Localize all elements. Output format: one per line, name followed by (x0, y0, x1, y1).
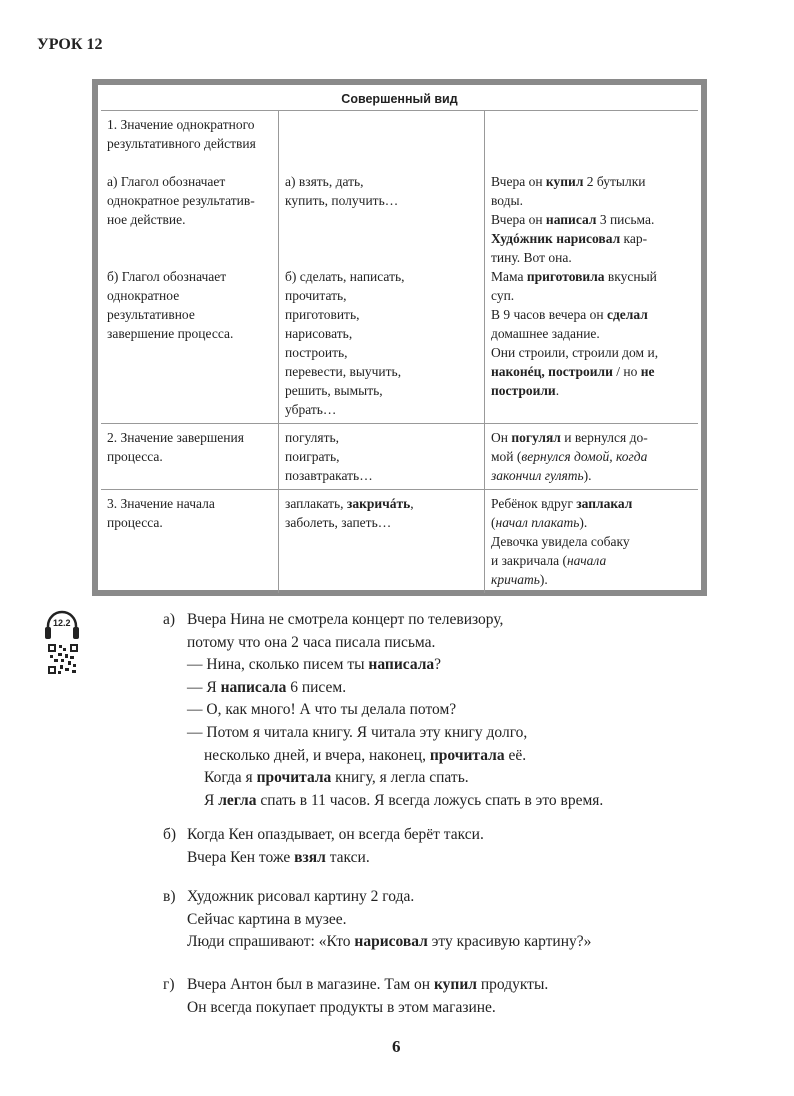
text-line (107, 513, 272, 532)
text-line (491, 286, 692, 305)
text-line (285, 286, 478, 305)
qr-code-icon[interactable] (48, 644, 80, 678)
meaning-cell (101, 490, 279, 594)
text: продукты. (476, 976, 549, 993)
text: 2. Значение завершения (107, 430, 244, 445)
text: ). (539, 572, 548, 587)
exercise-g (163, 974, 548, 1019)
text-line (491, 305, 692, 324)
text-line (187, 847, 484, 870)
text: эту красивую картину?» (427, 933, 592, 951)
text: 3 письма. (596, 212, 655, 227)
exercise-text (187, 886, 591, 954)
text: Сейчас картина в музее. (187, 910, 347, 928)
text-line (107, 494, 272, 513)
text-line (491, 381, 692, 400)
text: ( (491, 515, 496, 530)
text-line (491, 494, 692, 513)
text: перевести, выучить, (285, 364, 402, 379)
bold-text: написала (220, 678, 287, 696)
text-line (285, 494, 478, 513)
exercise-b (163, 824, 484, 869)
text-line (285, 343, 478, 362)
text-line (491, 428, 692, 447)
text-line (187, 886, 591, 909)
text-line (491, 115, 692, 134)
text: б) сделать, написать, (285, 269, 405, 284)
text: решить, вымыть, (285, 383, 383, 398)
text: результативного действия (107, 136, 256, 151)
bold-text: написал (545, 212, 597, 227)
verbs-cell (279, 490, 485, 594)
text: . (555, 383, 560, 398)
bold-text: приготовила (526, 269, 605, 284)
bold-text: нарисовал (354, 933, 428, 951)
text-line (187, 767, 603, 790)
text-line (491, 513, 692, 532)
text-line (187, 824, 484, 847)
text: — Нина, сколько писем ты (187, 656, 369, 674)
text-line (491, 570, 692, 589)
text: поиграть, (285, 449, 340, 464)
italic-text: вернулся домой, когда (521, 449, 648, 464)
text-line (491, 153, 692, 172)
bold-text: легла (218, 791, 257, 809)
text-line (107, 172, 272, 191)
bold-text: взял (294, 848, 326, 866)
text: Ребёнок вдруг (491, 496, 577, 511)
text: вкусный (604, 269, 657, 284)
text-line (285, 134, 478, 153)
text: ное действие. (107, 212, 186, 227)
text: ). (583, 468, 592, 483)
text: Вчера он (491, 174, 546, 189)
text-line (285, 172, 478, 191)
table-heading: Совершенный вид (101, 88, 698, 111)
text-line (491, 324, 692, 343)
text: — Потом я читала книгу. Я читала эту книгу долго, (187, 723, 528, 741)
text-line (285, 210, 478, 229)
exercise-text (187, 824, 484, 869)
text-line (285, 466, 478, 485)
meaning-cell (101, 111, 279, 424)
italic-text: закончил гулять (491, 468, 584, 483)
text: прочитать, (285, 288, 347, 303)
text-line (285, 153, 478, 172)
text: Они строили, строили дом и, (491, 345, 659, 360)
bold-text: сделал (606, 307, 648, 322)
text: Мама (491, 269, 527, 284)
text: ). (579, 515, 588, 530)
bold-text: написала (368, 656, 435, 674)
text: однократное (107, 288, 180, 303)
bold-text: погулял (511, 430, 561, 445)
text-line (491, 191, 692, 210)
text: 6 писем. (286, 678, 347, 696)
text-line (491, 134, 692, 153)
perfective-aspect-table-frame (92, 79, 707, 596)
text-line (107, 305, 272, 324)
text-line (107, 191, 272, 210)
text: Вчера Нина не смотрела концерт по телевизору, (187, 611, 504, 628)
bold-text: заплакал (576, 496, 633, 511)
text-line (491, 248, 692, 267)
text-line (187, 909, 591, 932)
text-line (107, 267, 272, 286)
text: потому что она 2 часа писала письма. (187, 633, 436, 651)
text-line (285, 400, 478, 419)
text-line (187, 931, 591, 954)
table-row (101, 490, 698, 594)
text: Вчера он (491, 212, 546, 227)
bold-text: прочитала (256, 769, 332, 787)
text-line (285, 324, 478, 343)
text-line (187, 722, 603, 745)
bold-text: прочитала (429, 746, 505, 764)
text-line (107, 286, 272, 305)
text: воды. (491, 193, 523, 208)
exercise-text (187, 974, 548, 1019)
text: Вчера Антон был в магазине. Там он (187, 976, 434, 993)
text-line (187, 632, 603, 655)
text-line (107, 447, 272, 466)
text: и вернулся до- (560, 430, 648, 445)
text-line (285, 248, 478, 267)
text-line (285, 513, 478, 532)
bold-text: не (640, 364, 655, 379)
text-line (187, 974, 548, 997)
text: построить, (285, 345, 348, 360)
text-line (285, 381, 478, 400)
text-line (285, 115, 478, 134)
text-line (107, 210, 272, 229)
exercise-v (163, 886, 591, 954)
text-line (491, 466, 692, 485)
text: Я (204, 791, 219, 809)
text-line (285, 229, 478, 248)
text: а) взять, дать, (285, 174, 364, 189)
text: — О, как много! А что ты делала потом? (187, 701, 457, 719)
text-line (285, 428, 478, 447)
text: суп. (491, 288, 515, 303)
text: убрать… (285, 402, 337, 417)
text: / но (612, 364, 641, 379)
text-line (107, 229, 272, 248)
text: В 9 часов вечера он (491, 307, 607, 322)
text: б) Глагол обозначает (107, 269, 227, 284)
text: , (410, 496, 414, 511)
examples-cell (485, 490, 699, 594)
bold-text: купил (545, 174, 584, 189)
table-row (101, 424, 698, 490)
table-row (101, 111, 698, 424)
text-line (491, 447, 692, 466)
text-line (491, 267, 692, 286)
text: процесса. (107, 515, 163, 530)
text-line (187, 654, 603, 677)
examples-cell (485, 111, 699, 424)
text-line (107, 428, 272, 447)
verbs-cell (279, 111, 485, 424)
text-line (491, 362, 692, 381)
bold-text: купил (433, 976, 477, 993)
text: спать в 11 часов. Я всегда ложусь спать в это время. (256, 791, 604, 809)
text: её. (504, 746, 527, 764)
text-line (285, 362, 478, 381)
bold-text: закричáть (346, 496, 411, 511)
text-line (285, 191, 478, 210)
perfective-aspect-table (101, 88, 698, 593)
text: — Я (187, 678, 221, 696)
italic-text: начал плакать (495, 515, 580, 530)
italic-text: начала (566, 553, 607, 568)
text-line (285, 447, 478, 466)
italic-text: кричать (491, 572, 540, 587)
verbs-cell (279, 424, 485, 490)
examples-cell (485, 424, 699, 490)
exercise-label: б) (163, 826, 177, 843)
text-line (491, 229, 692, 248)
text: нарисовать, (285, 326, 353, 341)
text: мой ( (491, 449, 522, 464)
text: 2 бутылки (583, 174, 646, 189)
text-line (187, 609, 603, 632)
text-line (107, 134, 272, 153)
audio-block (44, 610, 80, 678)
text-line (285, 305, 478, 324)
text: 3. Значение начала (107, 496, 215, 511)
exercise-label: г) (163, 976, 175, 993)
text: Девочка увидела собаку (491, 534, 630, 549)
text: 1. Значение однократного (107, 117, 255, 132)
text: Художник рисовал картину 2 года. (187, 888, 415, 905)
text: процесса. (107, 449, 163, 464)
text: купить, получить… (285, 193, 399, 208)
bold-text: построили (491, 383, 556, 398)
text-line (187, 790, 603, 813)
text-line (491, 532, 692, 551)
bold-text: наконéц, построили (491, 364, 613, 379)
text: погулять, (285, 430, 340, 445)
meaning-cell (101, 424, 279, 490)
text: такси. (325, 848, 370, 866)
text: Когда я (204, 769, 257, 787)
text-line (187, 677, 603, 700)
text: заболеть, запеть… (285, 515, 392, 530)
text: завершение процесса. (107, 326, 234, 341)
text-line (491, 172, 692, 191)
text: кар- (620, 231, 648, 246)
exercise-label: в) (163, 888, 176, 905)
text: ? (434, 656, 442, 674)
text-line (285, 267, 478, 286)
text: позавтракать… (285, 468, 373, 483)
bold-text: Худóжник нарисовал (491, 231, 621, 246)
text-line (107, 248, 272, 267)
exercise-a (163, 609, 603, 812)
text: а) Глагол обозначает (107, 174, 226, 189)
text-line (491, 343, 692, 362)
text: Вчера Кен тоже (187, 848, 295, 866)
lesson-title: УРОК 12 (37, 36, 103, 53)
text: приготовить, (285, 307, 360, 322)
text-line (491, 551, 692, 570)
text: несколько дней, и вчера, наконец, (204, 746, 430, 764)
text: книгу, я легла спать. (331, 769, 469, 787)
text-line (187, 745, 603, 768)
text-line (107, 115, 272, 134)
headphones-icon[interactable] (44, 610, 80, 640)
exercise-text (187, 609, 603, 812)
exercise-label: а) (163, 611, 176, 628)
text-line (187, 997, 548, 1020)
text: домашнее задание. (491, 326, 600, 341)
text: Он всегда покупает продукты в этом магазине. (187, 998, 496, 1016)
text-line (107, 153, 272, 172)
text: тину. Вот она. (491, 250, 572, 265)
text: заплакать, (285, 496, 347, 511)
text: результативное (107, 307, 195, 322)
audio-track-number: 12.2 (53, 618, 71, 628)
text: и закричала ( (491, 553, 567, 568)
page-number: 6 (392, 1037, 401, 1056)
text: Когда Кен опаздывает, он всегда берёт такси. (187, 826, 484, 843)
text-line (107, 324, 272, 343)
text: однократное результатив- (107, 193, 255, 208)
text-line (491, 210, 692, 229)
text-line (187, 699, 603, 722)
text: Люди спрашивают: «Кто (187, 933, 355, 951)
text: Он (491, 430, 512, 445)
